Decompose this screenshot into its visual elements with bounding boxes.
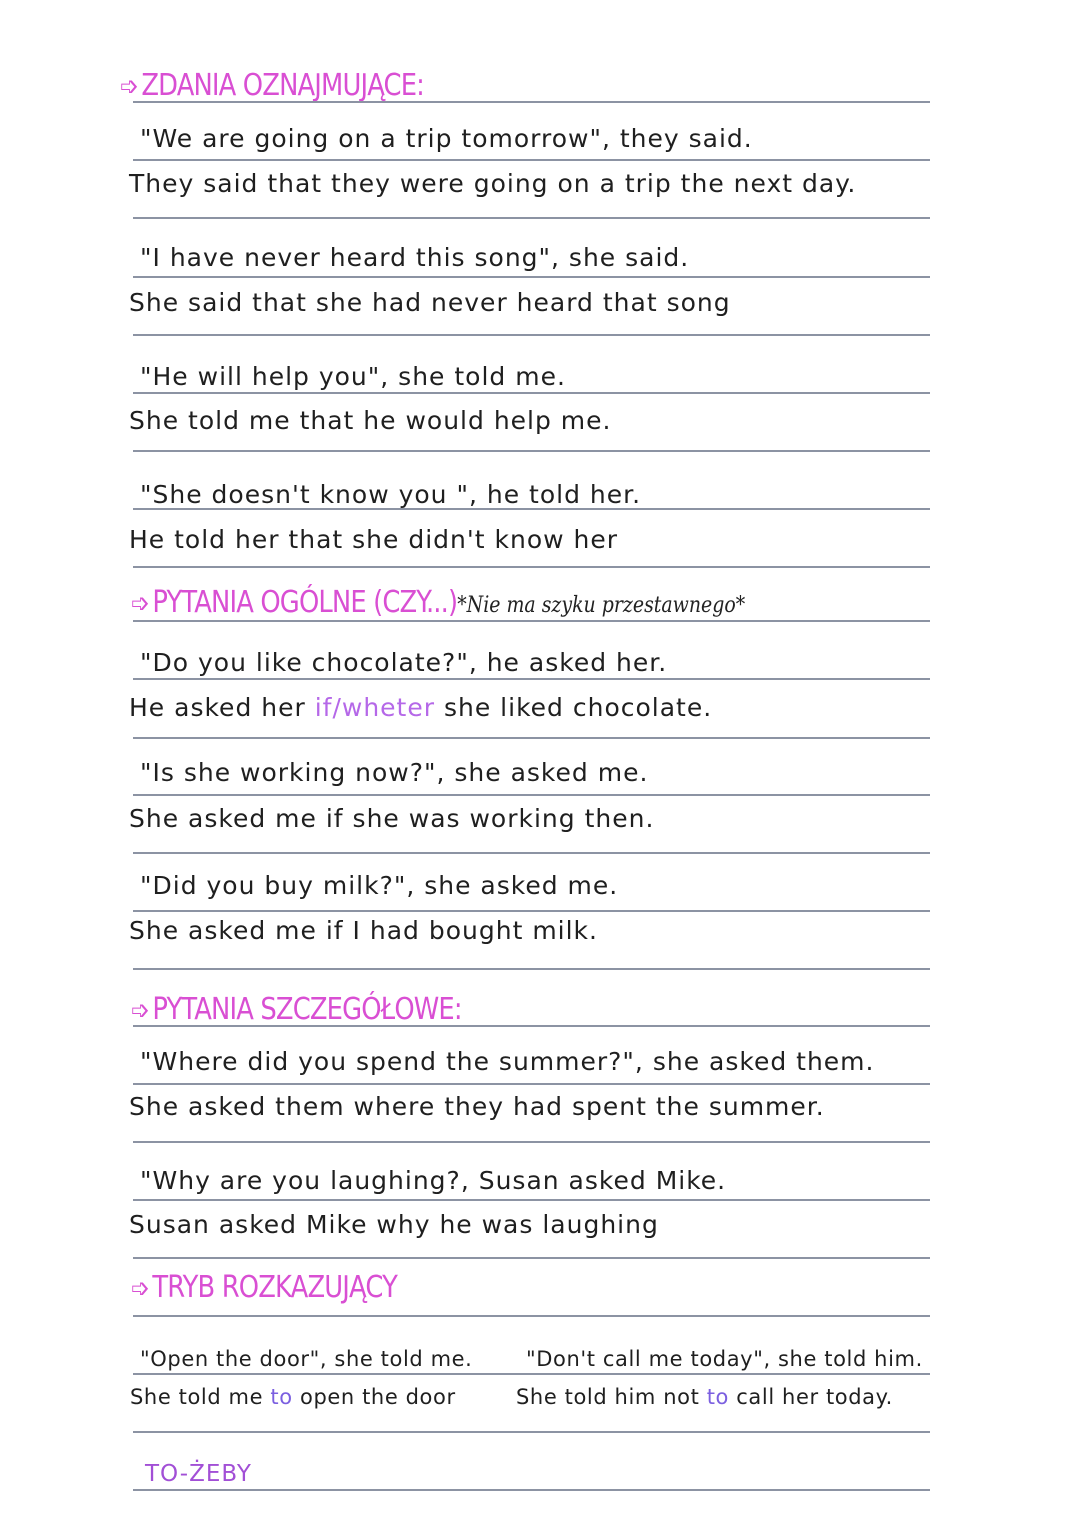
answer-text: She asked me if she was working then.: [129, 804, 655, 833]
divider: [133, 678, 930, 680]
question-text: "Do you like chocolate?", he asked her.: [140, 648, 668, 677]
divider: [133, 968, 930, 970]
highlighted-word: if/wheter: [314, 693, 436, 722]
divider: [133, 566, 930, 568]
answer-text: She said that she had never heard that song: [129, 288, 731, 317]
divider: [133, 1199, 930, 1201]
highlighted-word: to: [706, 1385, 729, 1409]
section-heading-statements: ➩ ZDANIA OZNAJMUJĄCE:: [120, 68, 424, 103]
divider: [133, 910, 930, 912]
divider: [133, 1025, 930, 1027]
divider: [133, 1257, 930, 1259]
question-text: "Open the door", she told me.: [140, 1347, 473, 1371]
footer-note: TO-ŻEBY: [145, 1461, 252, 1487]
divider: [133, 1431, 930, 1433]
answer-text: Susan asked Mike why he was laughing: [129, 1210, 659, 1239]
arrow-icon: ➩: [131, 996, 149, 1026]
divider: [133, 737, 930, 739]
divider: [133, 852, 930, 854]
arrow-icon: ➩: [120, 72, 138, 102]
question-text: "We are going on a trip tomorrow", they said.: [140, 124, 753, 153]
question-text: "Did you buy milk?", she asked me.: [140, 871, 619, 900]
section-heading-imperative: ➩ TRYB ROZKAZUJĄCY: [131, 1270, 397, 1305]
question-text: "Why are you laughing?, Susan asked Mike.: [140, 1166, 727, 1195]
answer-text: She told him not to call her today.: [516, 1385, 893, 1409]
divider: [133, 794, 930, 796]
question-text: "Don't call me today", she told him.: [526, 1347, 923, 1371]
question-text: "Where did you spend the summer?", she asked them.: [140, 1047, 875, 1076]
answer-text: They said that they were going on a trip the next day.: [129, 169, 857, 198]
answer-text: She asked them where they had spent the summer.: [129, 1092, 825, 1121]
answer-text: He asked her if/wheter she liked chocolate.: [129, 693, 713, 722]
answer-text: He told her that she didn't know her: [129, 525, 619, 554]
arrow-icon: ➩: [131, 1274, 149, 1304]
question-text: "He will help you", she told me.: [140, 362, 566, 391]
answer-text: She asked me if I had bought milk.: [129, 916, 598, 945]
arrow-icon: ➩: [131, 589, 149, 619]
divider: [133, 620, 930, 622]
divider: [133, 1083, 930, 1085]
divider: [133, 450, 930, 452]
grammar-note: *Nie ma szyku przestawnego*: [457, 593, 746, 618]
section-heading-wh-questions: ➩ PYTANIA SZCZEGÓŁOWE:: [131, 992, 462, 1027]
answer-text: She told me to open the door: [130, 1385, 456, 1409]
divider: [133, 276, 930, 278]
question-text: "She doesn't know you ", he told her.: [140, 480, 642, 509]
divider: [133, 101, 930, 103]
answer-text: She told me that he would help me.: [129, 406, 612, 435]
divider: [133, 1141, 930, 1143]
divider: [133, 1373, 930, 1375]
question-text: "Is she working now?", she asked me.: [140, 758, 649, 787]
question-text: "I have never heard this song", she said.: [140, 243, 690, 272]
divider: [133, 1489, 930, 1491]
divider: [133, 217, 930, 219]
divider: [133, 508, 930, 510]
divider: [133, 334, 930, 336]
divider: [133, 159, 930, 161]
highlighted-word: to: [270, 1385, 293, 1409]
divider: [133, 392, 930, 394]
divider: [133, 1315, 930, 1317]
section-heading-yes-no-questions: ➩ PYTANIA OGÓLNE (CZY...)*Nie ma szyku przestawnego*: [131, 585, 746, 620]
